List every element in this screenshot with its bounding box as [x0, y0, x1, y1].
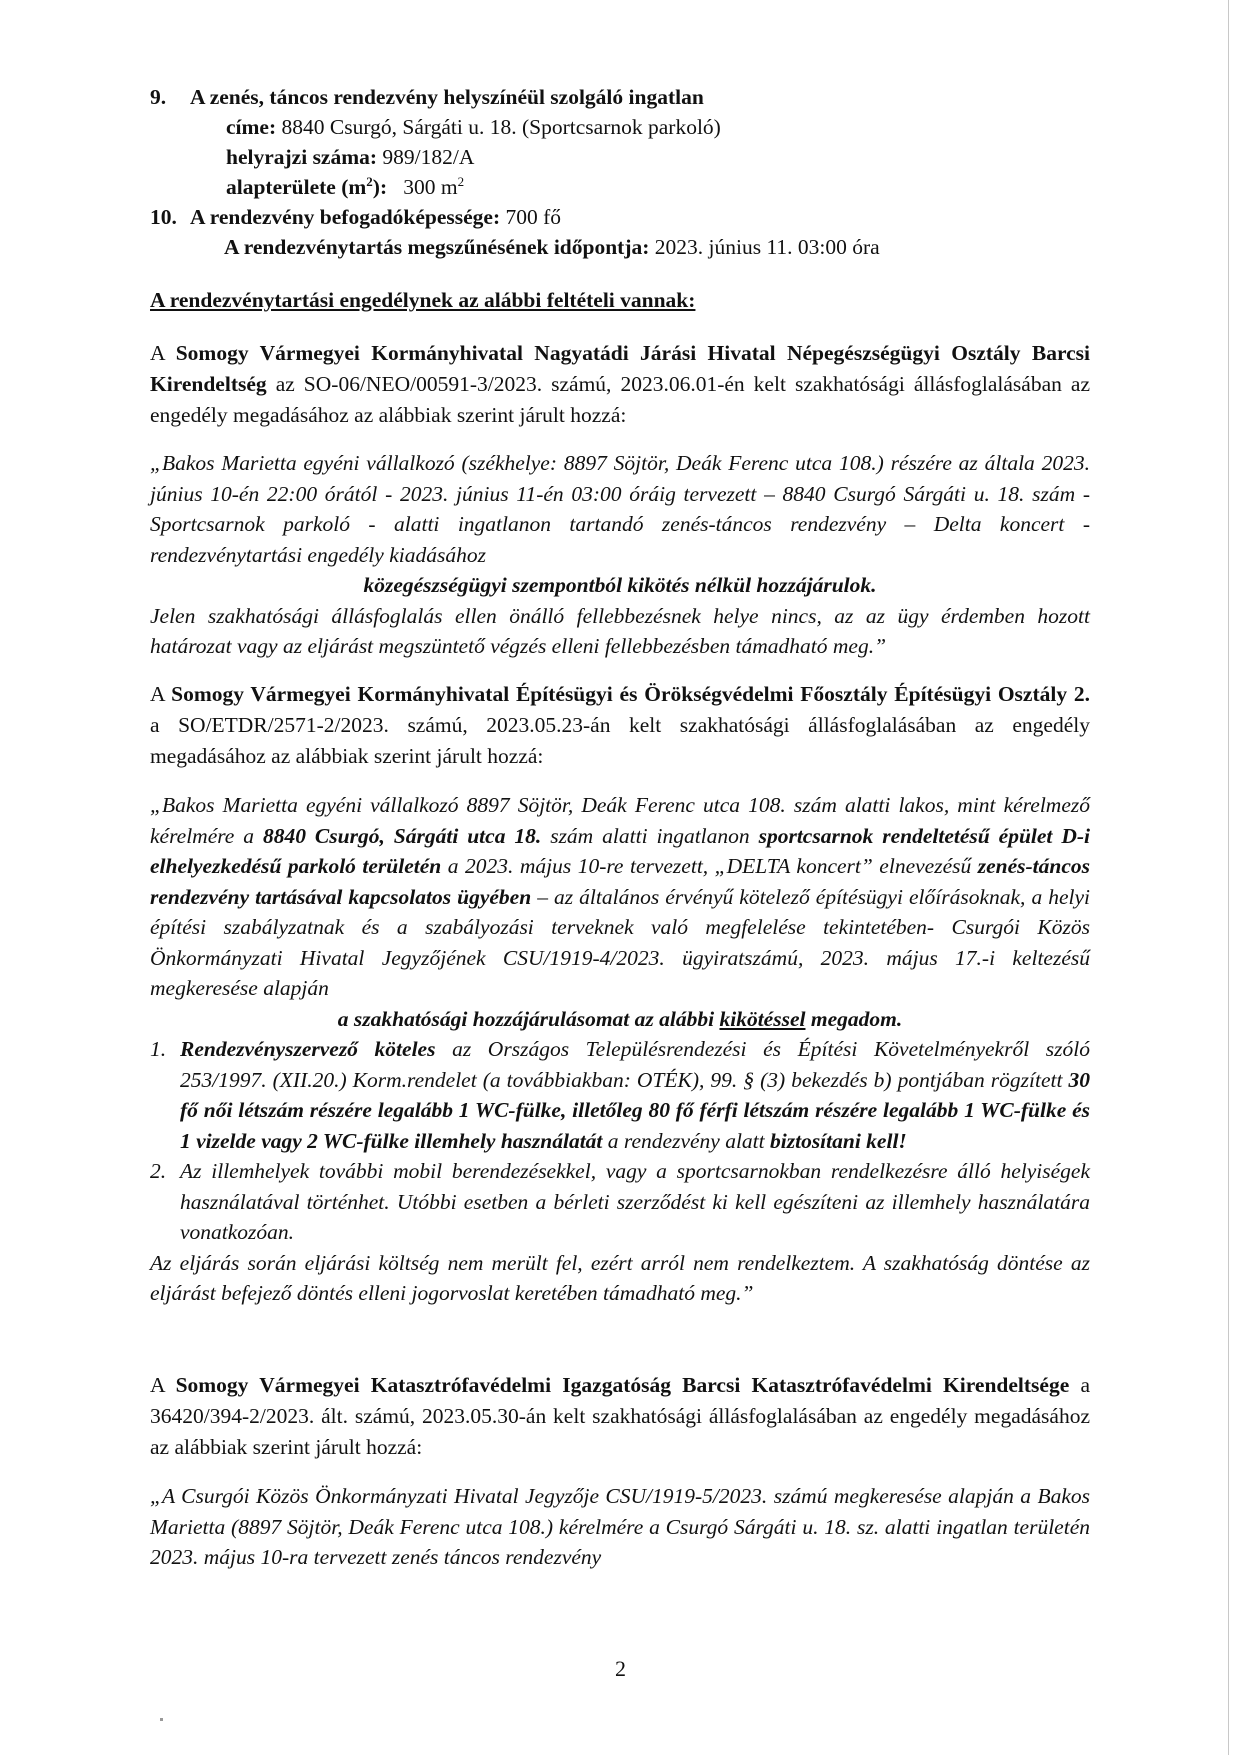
address-value: 8840 Csurgó, Sárgáti u. 18. (Sportcsarnok parkoló) [281, 115, 721, 139]
section-3-quote: „A Csurgói Közös Önkormányzati Hivatal Jegyzője CSU/1919-5/2023. számú megkeresése alapján a Bakos Marietta (8897 Söjtör, Deák Ferenc utca 108.) kérelmére a Csurgó Sárgáti u. 18. sz. alatti ingatlan területén 2023. május 10-ra tervezett zenés táncos rendezvény [150, 1484, 1090, 1569]
section-2-authority: Somogy Vármegyei Kormányhivatal Építésügyi és Örökségvédelmi Főosztály Építésügyi Osztály 2. [171, 682, 1091, 706]
condition-item-2: 2. Az illemhelyek további mobil berendezésekkel, vagy a sportcsarnokban rendelkezésre álló helyiségek használatával történhet. Utóbbi esetben a bérleti szerződést ki kell egészíteni az illemhely használatára vonatkozóan. [150, 1159, 1090, 1244]
end-time-label: A rendezvénytartás megszűnésének időpontja: [224, 235, 650, 259]
item-10-capacity [150, 202, 1090, 232]
item-9-heading: A zenés, táncos rendezvény helyszínéül szolgáló ingatlan [190, 85, 704, 109]
item-9-number: 9. [150, 85, 167, 109]
section-2-closing: Az eljárás során eljárási költség nem merült fel, ezért arról nem rendelkeztem. A szakhatóság döntése az eljárást befejező döntés elleni jogorvoslat keretében támadható meg.” [150, 1250, 1090, 1305]
item-10-number: 10. [150, 205, 177, 229]
condition-item-1: 1. Rendezvényszervező köteles az Országos Településrendezési és Építési Követelményekről szóló 253/1997. (XII.20.) Korm.rendelet (a továbbiakban: OTÉK), 99. § (3) bekezdés b) pontjában rögzített 30 fő női létszám részére legalább 1 WC-fülke, illetőleg 80 fő férfi létszám részére legalább 1 WC-fülke és 1 vizelde vagy 2 WC-fülke illemhely használatát a rendezvény alatt biztosítani kell! [150, 1037, 1090, 1153]
section-2-quote-text: „Bakos Marietta egyéni vállalkozó 8897 Söjtör, Deák Ferenc utca 108. szám alatti lakos, mint kérelmező kérelmére a 8840 Csurgó, Sárgáti utca 18. szám alatti ingatlanon sportcsarnok rendeltetésű épület D-i elhelyezkedésű parkoló területén a 2023. május 10-re tervezett, „DELTA koncert” elnevezésű zenés-táncos rendezvény tartásával kapcsolatos ügyében – az általános érvényű kötelező építésügyi előírásoknak, a helyi építési szabályzatnak és a szabályozási terveknek való megfelelése tekintetében- Csurgói Közös Önkormányzati Hivatal Jegyzőjének CSU/1919-4/2023. ügyiratszámú, 2023. május 17.-i keltezésű megkeresése alapján [150, 793, 1091, 1000]
area-label: alapterülete $(m^2)$: [226, 173, 388, 199]
address-label: címe: [226, 115, 277, 139]
end-time-value: 2023. június 11. 03:00 óra [654, 235, 880, 259]
scan-edge-line [1228, 0, 1229, 1755]
item-10-end-time [150, 232, 1090, 262]
property-details [150, 82, 1090, 262]
parcel-label: helyrajzi száma: [226, 145, 378, 169]
section-2-quote [150, 790, 1090, 1309]
section-3-intro: A Somogy Vármegyei Katasztrófavédelmi Igazgatóság Barcsi Katasztrófavédelmi Kirendeltsége a 36420/394-2/2023. ált. számú, 2023.05.30-án kelt szakhatósági állásfoglalásában az engedély megadásához az alábbiak szerint járult hozzá: [150, 1373, 1091, 1459]
page-number: 2 [615, 1656, 626, 1681]
area-value: 300 $m^2$ [403, 173, 465, 199]
item-9-title [150, 82, 1090, 112]
section-1-intro: A Somogy Vármegyei Kormányhivatal Nagyatádi Járási Hivatal Népegészségügyi Osztály Barcsi Kirendeltség az SO-06/NEO/00591-3/2023. számú, 2023.06.01-én kelt szakhatósági állásfoglalásában az engedély megadásához az alábbiak szerint járult hozzá: [150, 341, 1090, 427]
section-1-authority: Somogy Vármegyei Kormányhivatal Nagyatádi Járási Hivatal Népegészségügyi Osztály Barcsi Kirendeltség [150, 341, 1090, 396]
section-1-consent: közegészségügyi szempontból kikötés nélkül hozzájárulok. [363, 573, 877, 597]
item-9-area [150, 172, 1090, 202]
conditions-heading: A rendezvénytartási engedélynek az alábbi feltételi vannak: [150, 288, 696, 312]
section-1-quote [150, 448, 1090, 662]
item-9-address [150, 112, 1090, 142]
section-2-intro: A Somogy Vármegyei Kormányhivatal Építésügyi és Örökségvédelmi Főosztály Építésügyi Osztály 2. a SO/ETDR/2571-2/2023. számú, 2023.05.23-án kelt szakhatósági állásfoglalásában az engedély megadásához az alábbiak szerint járult hozzá: [150, 682, 1091, 768]
item-9-parcel [150, 142, 1090, 172]
section-1-appeal-note: Jelen szakhatósági állásfoglalás ellen önálló fellebbezésnek helye nincs, az az ügy érdemben hozott határozat vagy az eljárást megszüntető végzés elleni fellebbezésben támadható meg.” [150, 603, 1090, 658]
parcel-value: 989/182/A [382, 145, 475, 169]
capacity-label: A rendezvény befogadóképessége: [190, 205, 501, 229]
capacity-value: 700 fő [505, 205, 562, 229]
section-3-authority: Somogy Vármegyei Katasztrófavédelmi Igazgatóság Barcsi Katasztrófavédelmi Kirendeltsége [175, 1373, 1070, 1397]
section-2-consent: a szakhatósági hozzájárulásomat az alábbi kikötéssel megadom. [337, 1006, 903, 1031]
scan-speck [160, 1718, 163, 1721]
section-1-quote-text: „Bakos Marietta egyéni vállalkozó (székhelye: 8897 Söjtör, Deák Ferenc utca 108.) részére az általa 2023. június 10-én 22:00 órától - 2023. június 11-én 03:00 óráig tervezett – 8840 Csurgó Sárgáti u. 18. szám -Sportcsarnok parkoló - alatti ingatlanon tartandó zenés-táncos rendezvény – Delta koncert - rendezvénytartási engedély kiadásához [150, 451, 1090, 567]
